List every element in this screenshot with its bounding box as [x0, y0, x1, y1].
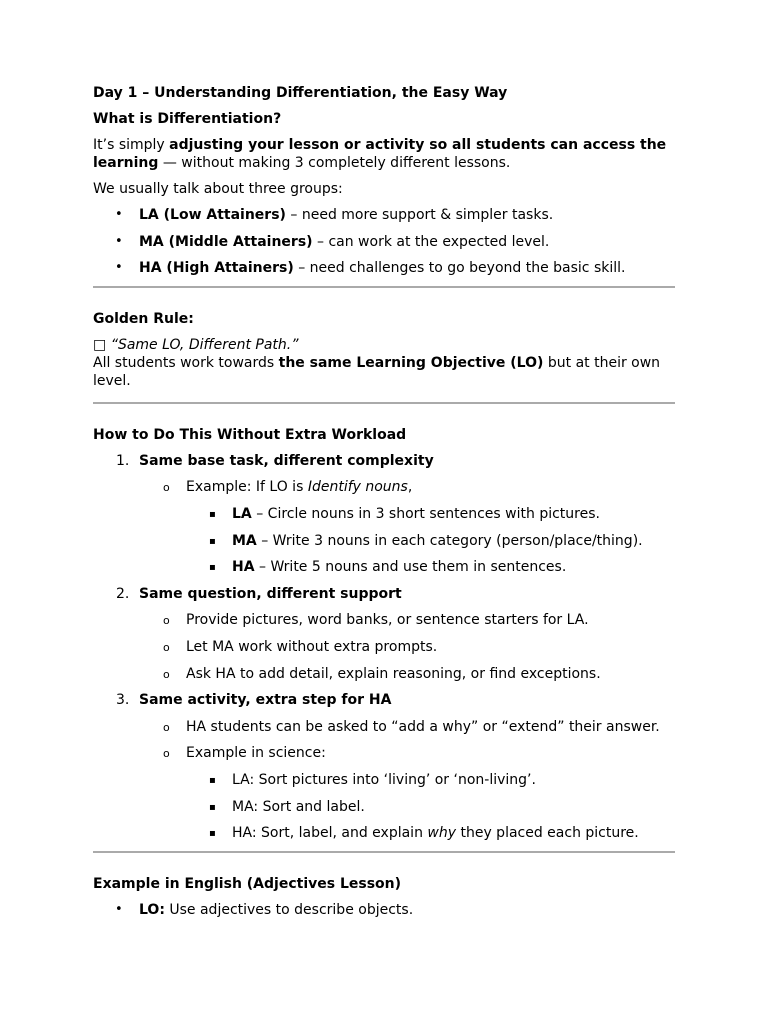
lo-label: LO:	[139, 901, 165, 918]
example-post: ,	[407, 479, 413, 496]
golden-p-post: but at their own level.	[93, 354, 661, 389]
bullet-dot-icon: •	[115, 901, 123, 917]
bullet-circle-icon: o	[163, 481, 170, 495]
what-p1-post: — without making 3 completely different lessons.	[158, 155, 511, 171]
numbered-item	[93, 585, 675, 603]
level-label: LA	[232, 505, 252, 522]
bullet-square-icon: ▪	[209, 801, 216, 813]
list-item	[93, 901, 675, 919]
sub-item	[93, 744, 675, 762]
sub-item-text: Ask HA to add detail, explain reasoning, or find exceptions.	[186, 665, 601, 682]
item-title: Same activity, extra step for HA	[139, 692, 392, 709]
groups-intro: We usually talk about three groups:	[93, 181, 343, 197]
sub-item-text: Example in science:	[186, 745, 326, 762]
level-text: – Write 3 nouns in each category (person/place/thing).	[256, 532, 643, 549]
golden-heading: Golden Rule:	[93, 310, 194, 327]
last-italic: why	[427, 825, 457, 842]
english-heading: Example in English (Adjectives Lesson)	[93, 875, 402, 892]
item-title: Same question, different support	[139, 585, 402, 602]
placeholder-box-icon: □	[93, 336, 107, 353]
sub-item-text: HA students can be asked to “add a why” or “extend” their answer.	[186, 718, 660, 735]
how-list	[93, 452, 675, 842]
page-title: Day 1 – Understanding Differentiation, the Easy Way	[93, 85, 508, 101]
example-pre: Example: If LO is	[186, 479, 308, 496]
section-divider	[93, 286, 675, 288]
group-label: MA (Middle Attainers)	[139, 233, 313, 250]
golden-p-bold: the same Learning Objective (LO)	[278, 354, 544, 371]
last-post: they placed each picture.	[456, 825, 639, 842]
sub-sub-item-text: LA: Sort pictures into ‘living’ or ‘non-living’.	[232, 771, 536, 788]
bullet-circle-icon: o	[163, 747, 170, 761]
lo-text: Use adjectives to describe objects.	[164, 901, 414, 918]
what-p1-pre: It’s simply	[93, 137, 170, 153]
sub-sub-item	[93, 505, 675, 523]
golden-paragraph	[93, 354, 675, 390]
english-list	[93, 901, 675, 919]
group-label: HA (High Attainers)	[139, 260, 294, 277]
what-p1-bold: adjusting your lesson or activity so all students can access the learning	[93, 137, 667, 171]
item-number: 1.	[116, 452, 130, 469]
group-text: – need challenges to go beyond the basic skill.	[293, 260, 626, 277]
sub-item-text: Provide pictures, word banks, or sentence starters for LA.	[186, 612, 589, 629]
bullet-square-icon: ▪	[209, 562, 216, 574]
list-item	[93, 259, 675, 277]
document-page	[93, 84, 675, 927]
item-number: 3.	[116, 692, 130, 709]
sub-item	[93, 718, 675, 736]
sub-item	[93, 665, 675, 683]
golden-p-pre: All students work towards	[93, 354, 279, 371]
level-text: – Write 5 nouns and use them in sentences.	[254, 559, 567, 576]
section-divider	[93, 851, 675, 853]
what-paragraph	[93, 136, 675, 172]
last-pre: HA: Sort, label, and explain	[232, 825, 428, 842]
bullet-square-icon: ▪	[209, 828, 216, 840]
numbered-item	[93, 452, 675, 470]
bullet-dot-icon: •	[115, 207, 123, 222]
bullet-dot-icon: •	[115, 233, 123, 249]
level-label: MA	[232, 532, 257, 549]
sub-sub-item	[93, 824, 675, 842]
sub-sub-item	[93, 798, 675, 816]
sub-sub-item-text: MA: Sort and label.	[232, 798, 365, 815]
how-heading: How to Do This Without Extra Workload	[93, 426, 407, 443]
bullet-square-icon: ▪	[209, 508, 216, 520]
list-item	[93, 206, 675, 224]
golden-quote-text: “Same LO, Different Path.”	[110, 336, 299, 353]
what-heading: What is Differentiation?	[93, 111, 282, 127]
item-title: Same base task, different complexity	[139, 452, 434, 469]
bullet-circle-icon: o	[163, 614, 170, 628]
sub-item	[93, 478, 675, 496]
numbered-item	[93, 691, 675, 709]
bullet-square-icon: ▪	[209, 774, 216, 786]
section-divider	[93, 402, 675, 404]
bullet-dot-icon: •	[115, 260, 123, 276]
sub-item	[93, 611, 675, 629]
group-label: LA (Low Attainers)	[139, 207, 286, 223]
sub-sub-item	[93, 532, 675, 550]
group-text: – need more support & simpler tasks.	[285, 207, 554, 223]
level-text: – Circle nouns in 3 short sentences with pictures.	[251, 505, 600, 522]
bullet-circle-icon: o	[163, 640, 170, 654]
golden-quote	[93, 336, 675, 354]
list-item	[93, 233, 675, 251]
sub-sub-item	[93, 771, 675, 789]
sub-item-text: Let MA work without extra prompts.	[186, 638, 438, 655]
bullet-circle-icon: o	[163, 667, 170, 681]
groups-list	[93, 206, 675, 277]
group-text: – can work at the expected level.	[312, 233, 550, 250]
sub-item	[93, 638, 675, 656]
example-italic: Identify nouns	[307, 479, 408, 496]
sub-sub-item	[93, 558, 675, 576]
item-number: 2.	[116, 585, 130, 602]
bullet-square-icon: ▪	[209, 535, 216, 547]
level-label: HA	[232, 559, 255, 576]
bullet-circle-icon: o	[163, 720, 170, 734]
